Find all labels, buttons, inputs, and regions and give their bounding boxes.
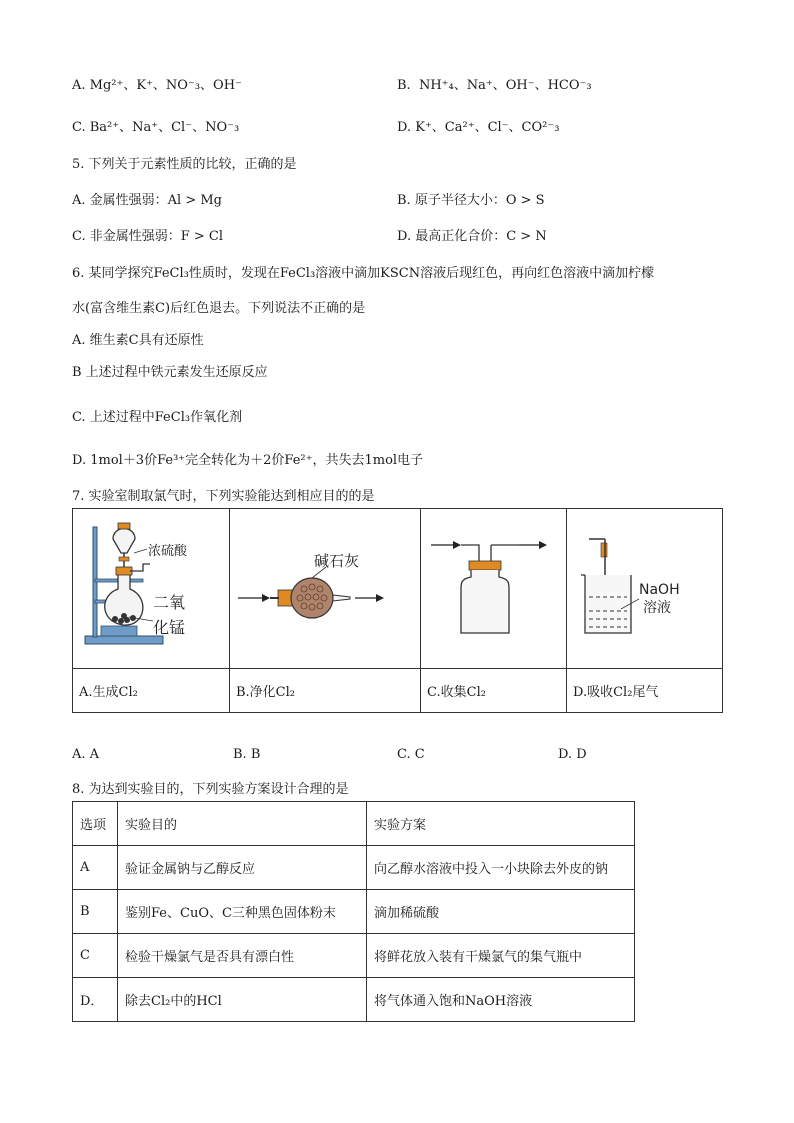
drying-tube-apparatus: [230, 509, 421, 664]
q5-option-b: B. 原子半径大小：O > S: [397, 193, 545, 208]
row-option: B: [73, 890, 118, 934]
fig-a-label-mno2-1: 二氧: [153, 593, 186, 612]
q8-table: [72, 801, 635, 1022]
q4-option-a: A. Mg²⁺、K⁺、NO⁻₃、OH⁻: [72, 78, 242, 93]
q7-answer-d: D. D: [558, 747, 587, 762]
row-plan: 向乙醇水溶液中投入一小块除去外皮的钠: [367, 846, 635, 890]
row-purpose: 除去Cl₂中的HCl: [118, 978, 367, 1022]
row-purpose: 验证金属钠与乙醇反应: [118, 846, 367, 890]
naoh-absorption-beaker: [567, 509, 723, 664]
q7-figure-d-cell: [567, 509, 723, 669]
q6-option-d: D. 1mol＋3价Fe³⁺完全转化为＋2价Fe²⁺，共失去1mol电子: [72, 453, 424, 468]
q6-option-b: B 上述过程中铁元素发生还原反应: [72, 365, 268, 380]
q5-option-a: A. 金属性强弱：Al > Mg: [72, 193, 222, 208]
q7-answer-a: A. A: [72, 747, 100, 762]
row-option: A: [73, 846, 118, 890]
q8-stem: 8. 为达到实验目的，下列实验方案设计合理的是: [72, 782, 349, 797]
q7-caption-b: B.净化Cl₂: [230, 669, 421, 713]
table-row: [73, 934, 635, 978]
q7-figure-b-cell: [230, 509, 421, 669]
table-header-row: [73, 802, 635, 846]
q6-option-a: A. 维生素C具有还原性: [72, 333, 204, 348]
fig-b-label-sodalime: 碱石灰: [314, 552, 360, 570]
q5-stem: 5. 下列关于元素性质的比较，正确的是: [72, 157, 297, 172]
table-row: [73, 890, 635, 934]
q6-stem-line2: 水(富含维生素C)后红色退去。下列说法不正确的是: [72, 301, 366, 316]
fig-d-label-solution: 溶液: [643, 600, 671, 616]
q7-caption-c: C.收集Cl₂: [421, 669, 567, 713]
fig-a-label-acid: 浓硫酸: [148, 544, 188, 559]
row-plan: 将鲜花放入装有干燥氯气的集气瓶中: [367, 934, 635, 978]
fig-a-label-mno2-2: 化锰: [153, 618, 186, 637]
q4-option-d: D. K⁺、Ca²⁺、Cl⁻、CO²⁻₃: [397, 120, 560, 135]
q7-answer-b: B. B: [233, 747, 261, 762]
q4-option-c: C. Ba²⁺、Na⁺、Cl⁻、NO⁻₃: [72, 120, 240, 135]
gas-collection-bottle: [421, 509, 567, 664]
row-purpose: 检验干燥氯气是否具有漂白性: [118, 934, 367, 978]
chlorine-generator-apparatus: [73, 509, 230, 664]
header-purpose: 实验目的: [118, 802, 367, 846]
q7-caption-a: A.生成Cl₂: [73, 669, 230, 713]
header-option: 选项: [73, 802, 118, 846]
q4-option-b: B. NH⁺₄、Na⁺、OH⁻、HCO⁻₃: [397, 78, 592, 93]
q5-option-c: C. 非金属性强弱：F > Cl: [72, 229, 224, 244]
q7-figure-c-cell: [421, 509, 567, 669]
table-row: [73, 846, 635, 890]
q7-figure-a-cell: [73, 509, 230, 669]
q6-stem-line1: 6. 某同学探究FeCl₃性质时，发现在FeCl₃溶液中滴加KSCN溶液后现红色，再向红色溶液中滴加柠檬: [72, 266, 655, 281]
row-plan: 滴加稀硫酸: [367, 890, 635, 934]
row-option: D．: [73, 978, 118, 1022]
row-plan: 将气体通入饱和NaOH溶液: [367, 978, 635, 1022]
q7-stem: 7. 实验室制取氯气时，下列实验能达到相应目的的是: [72, 489, 375, 504]
fig-d-label-naoh: NaOH: [639, 582, 680, 598]
q7-answer-c: C. C: [397, 747, 425, 762]
q7-caption-d: D.吸收Cl₂尾气: [567, 669, 723, 713]
q5-option-d: D. 最高正化合价：C > N: [397, 229, 547, 244]
q7-figure-table: [72, 508, 723, 713]
table-row: [73, 978, 635, 1022]
q6-option-c: C. 上述过程中FeCl₃作氧化剂: [72, 410, 243, 425]
row-option: C: [73, 934, 118, 978]
row-purpose: 鉴别Fe、CuO、C三种黑色固体粉末: [118, 890, 367, 934]
header-plan: 实验方案: [367, 802, 635, 846]
